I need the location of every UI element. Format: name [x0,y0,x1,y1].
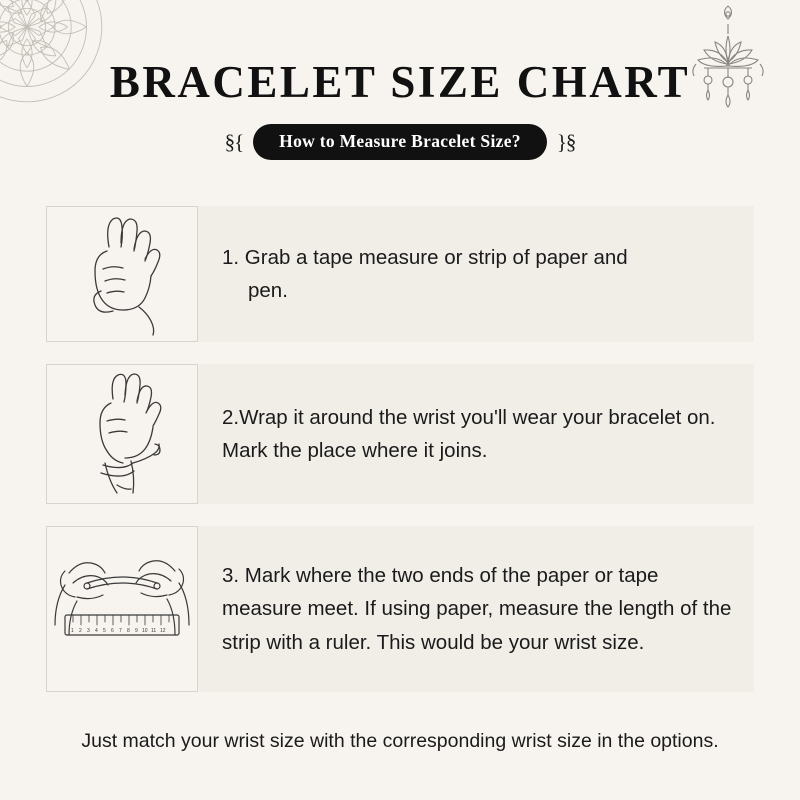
svg-text:9: 9 [135,628,138,634]
hand-fist-with-tape-icon [46,206,198,342]
flourish-left-icon: §{ [224,129,244,154]
svg-text:11: 11 [151,628,157,634]
svg-text:12: 12 [160,628,166,634]
svg-text:7: 7 [119,628,122,634]
list-item [46,206,754,342]
steps-list [0,206,800,714]
subtitle-row [0,124,800,160]
page-title: BRACELET SIZE CHART [109,57,691,107]
step-1-text: 1. Grab a tape measure or strip of paper and pen. [222,245,628,302]
hand-with-tape-around-wrist-icon [46,364,198,504]
step-3-text: 3. Mark where the two ends of the paper or tape measure meet. If using paper, measure the length of the strip with a ruler. This would be your wrist size. [222,564,732,654]
svg-text:2: 2 [79,628,82,634]
svg-text:1: 1 [71,628,74,634]
svg-text:3: 3 [87,628,90,634]
subtitle-badge: How to Measure Bracelet Size? [253,124,547,160]
footnote-text: Just match your wrist size with the corresponding wrist size in the options. [81,730,719,752]
svg-text:5: 5 [103,628,106,634]
step-2-text: 2.Wrap it around the wrist you'll wear your bracelet on. Mark the place where it joins. [222,405,716,462]
list-item [46,364,754,504]
svg-text:10: 10 [142,628,148,634]
flourish-right-icon: }§ [556,129,576,154]
list-item [46,526,754,692]
hands-measuring-strip-with-ruler-icon [46,526,198,692]
svg-text:4: 4 [95,628,98,634]
svg-text:8: 8 [127,628,130,634]
svg-text:6: 6 [111,628,114,634]
